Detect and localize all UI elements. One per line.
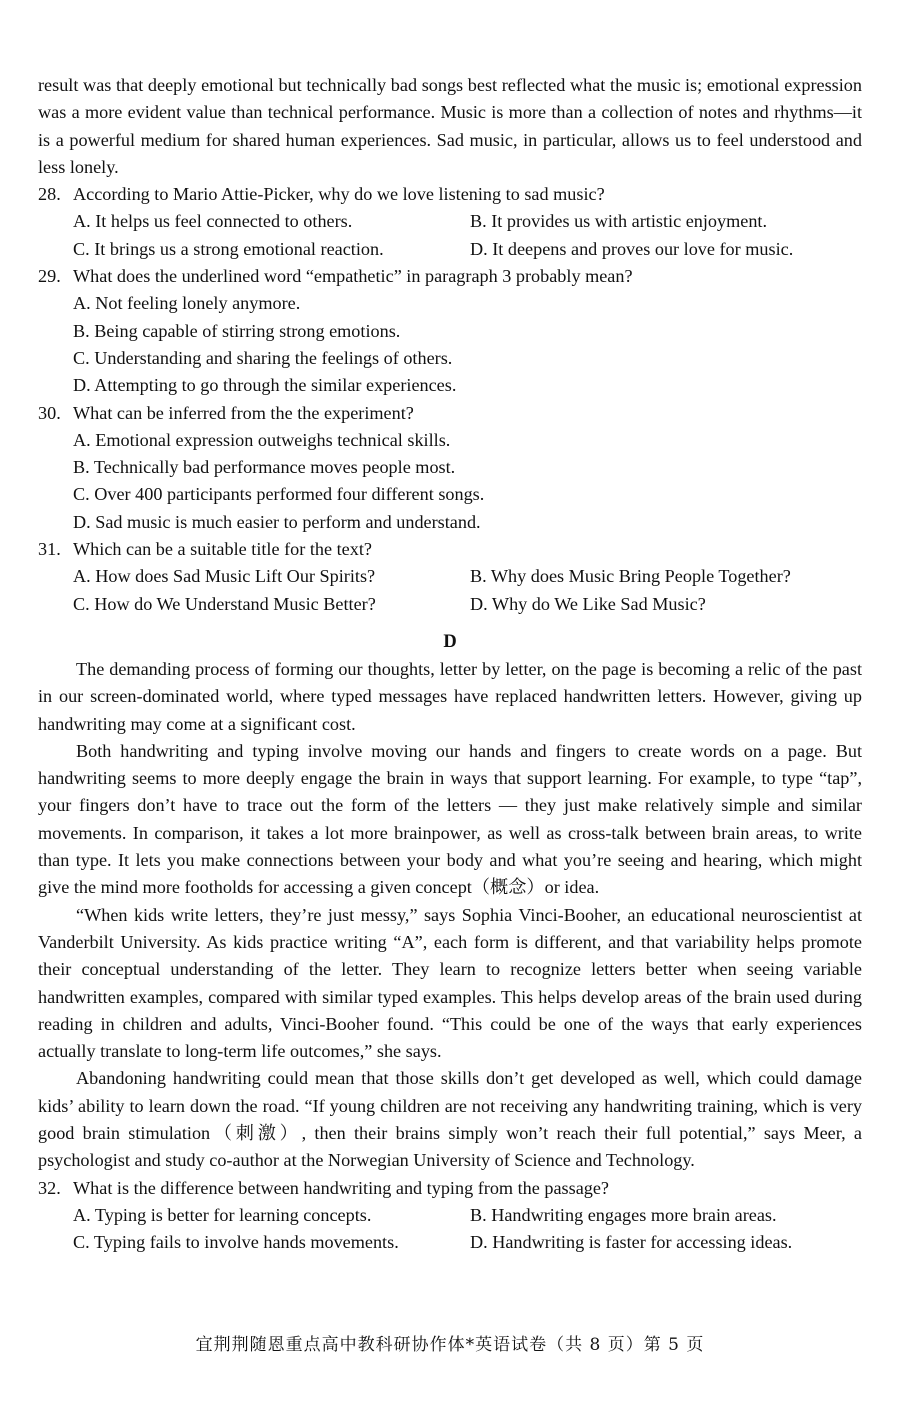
option-row (73, 591, 862, 618)
passage-d-paragraph-4: Abandoning handwriting could mean that those skills don’t get developed as well, which could damage kids’ ability to learn down the road. “If young children are not receiving any handwriting training, which is very good brain stimulation（刺激）, then their brains simply won’t reach their full potential,” says Meer, a psychologist and study co-author at the Norwegian University of Science and Technology. (38, 1068, 862, 1171)
option-a: A. How does Sad Music Lift Our Spirits? (73, 566, 376, 587)
option-d: D. It deepens and proves our love for music. (470, 238, 794, 259)
question-number: 28. (38, 184, 61, 205)
option-a: A. It helps us feel connected to others. (73, 211, 353, 232)
question-number: 30. (38, 402, 61, 423)
question-29 (38, 263, 862, 399)
passage-d-paragraph-2: Both handwriting and typing involve moving our hands and fingers to create words on a page. But handwriting seems to more deeply engage the brain in ways that support learning. For example, to type “tap”, your fingers don’t have to trace out the form of the letters — they just make relatively simple and similar movements. In comparison, it takes a lot more brainpower, as well as cross-talk between brain areas, to write than type. It lets you make connections between your body and what you’re seeing and hearing, which might give the mind more footholds for accessing a given concept（概念）or idea. (38, 740, 862, 898)
option-c: C. Over 400 participants performed four different songs. (73, 484, 485, 505)
question-number: 31. (38, 539, 61, 560)
question-text: According to Mario Attie-Picker, why do we love listening to sad music? (73, 184, 605, 205)
question-30 (38, 400, 862, 536)
question-number: 32. (38, 1177, 61, 1198)
option-d: D. Handwriting is faster for accessing ideas. (470, 1232, 793, 1253)
question-number: 29. (38, 266, 61, 287)
question-stem (38, 1175, 862, 1202)
option-c: C. Typing fails to involve hands movements. (73, 1232, 399, 1253)
option-b: B. Technically bad performance moves people most. (73, 457, 456, 478)
option-row (73, 1229, 862, 1256)
page-footer: 宜荆荆随恩重点高中教科研协作体*英语试卷（共 8 页）第 5 页 (195, 1335, 705, 1355)
option-row (73, 563, 862, 590)
question-28 (38, 181, 862, 263)
question-text: What is the difference between handwriting and typing from the passage? (73, 1177, 610, 1198)
option-c: C. Understanding and sharing the feelings of others. (73, 347, 453, 368)
section-title: D (443, 631, 457, 652)
passage-d-paragraph-1: The demanding process of forming our thoughts, letter by letter, on the page is becoming a relic of the past in our screen-dominated world, where typed messages have replaced handwritten letters. However, giving up handwriting may come at a significant cost. (38, 658, 862, 734)
option-c: C. It brings us a strong emotional reaction. (73, 238, 384, 259)
question-stem (38, 263, 862, 290)
option-b: B. Handwriting engages more brain areas. (470, 1204, 777, 1225)
option-d: D. Sad music is much easier to perform and understand. (73, 511, 481, 532)
question-stem (38, 181, 862, 208)
option-row (73, 208, 862, 235)
passage-d-paragraph-3: “When kids write letters, they’re just messy,” says Sophia Vinci-Booher, an educational neuroscientist at Vanderbilt University. As kids practice writing “A”, each form is different, and that variability helps promote their conceptual understanding of the letter. They learn to recognize letters better when seeing variable handwritten examples, compared with similar typed examples. This helps develop areas of the brain used during reading in children and adults, Vinci-Booher found. “This could be one of the ways that early experiences actually translate to long-term life outcomes,” she says. (38, 904, 862, 1062)
passage-c-final-paragraph: result was that deeply emotional but technically bad songs best reflected what the music is; emotional expression was a more evident value than technical performance. Music is more than a collection of notes and rhythms—it is a powerful medium for shared human experiences. Sad music, in particular, allows us to feel understood and less lonely. (38, 75, 862, 177)
question-text: What does the underlined word “empathetic” in paragraph 3 probably mean? (73, 266, 633, 287)
option-d: D. Attempting to go through the similar experiences. (73, 375, 457, 396)
option-row (73, 1202, 862, 1229)
option-b: B. It provides us with artistic enjoyment. (470, 211, 768, 232)
option-row (73, 236, 862, 263)
question-32 (38, 1175, 862, 1257)
question-stem (38, 536, 862, 563)
question-31 (38, 536, 862, 618)
option-b: B. Being capable of stirring strong emotions. (73, 320, 401, 341)
option-c: C. How do We Understand Music Better? (73, 593, 376, 614)
question-text: What can be inferred from the the experiment? (73, 402, 414, 423)
option-a: A. Typing is better for learning concepts. (73, 1204, 372, 1225)
question-text: Which can be a suitable title for the text? (73, 539, 372, 560)
question-stem (38, 400, 862, 427)
option-b: B. Why does Music Bring People Together? (470, 566, 791, 587)
option-a: A. Not feeling lonely anymore. (73, 293, 301, 314)
option-a: A. Emotional expression outweighs technical skills. (73, 429, 451, 450)
option-d: D. Why do We Like Sad Music? (470, 593, 706, 614)
